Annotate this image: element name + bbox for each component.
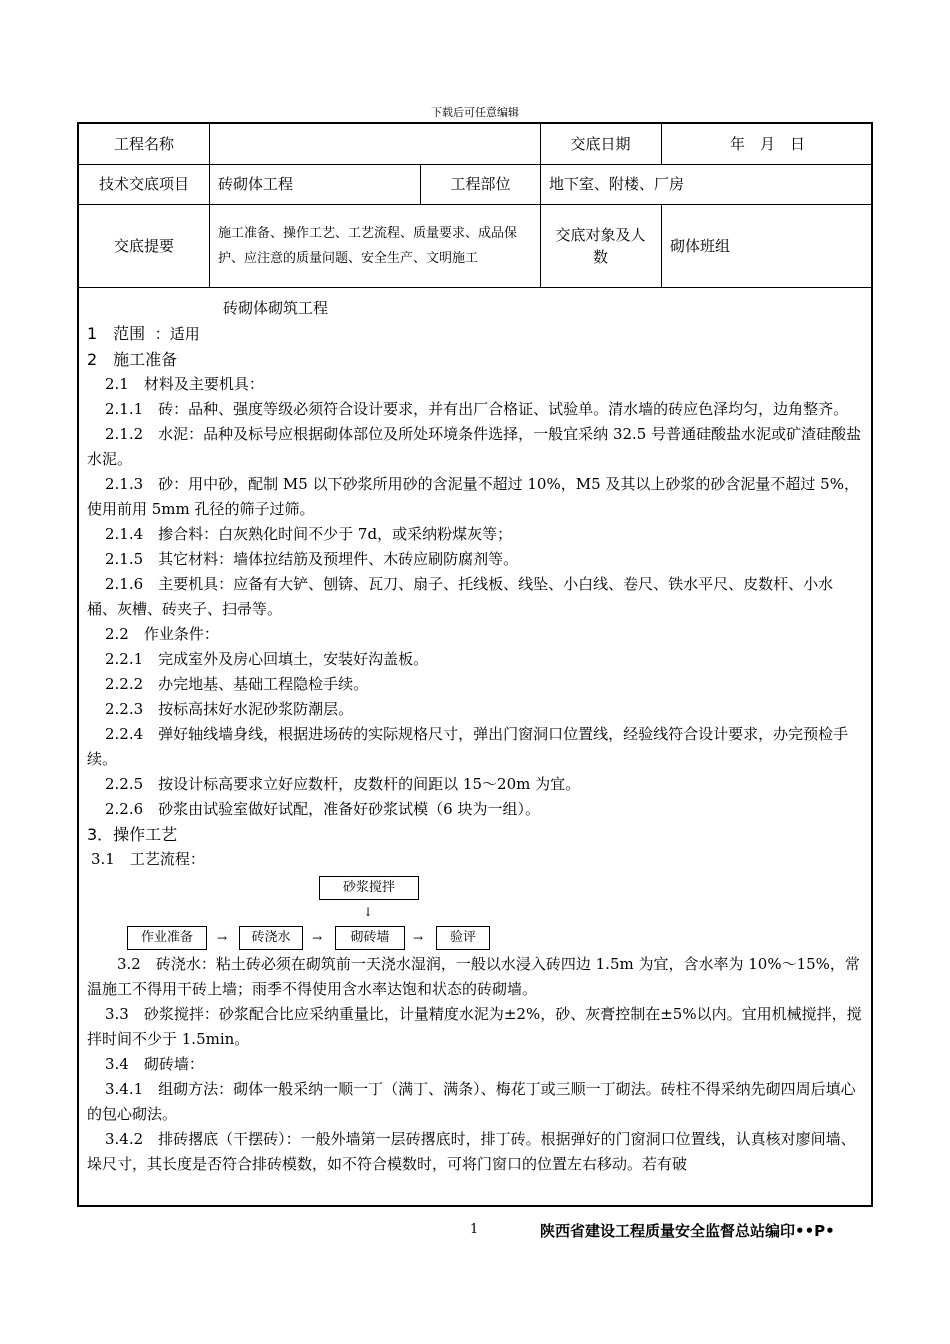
paragraph: 2.2.6 砂浆由试验室做好试配，准备好砂浆试模（6 块为一组）。 xyxy=(105,800,540,818)
paragraph: 2.2.1 完成室外及房心回填土，安装好沟盖板。 xyxy=(105,650,429,668)
paragraph: 3.1 工艺流程： xyxy=(91,850,205,868)
section-2-heading: 2 施工准备 xyxy=(87,350,178,369)
paragraph: 2.1.3 砂：用中砂，配制 M5 以下砂浆所用砂的含泥量不超过 10%，M5 及其以上砂浆的砂含泥量不超过 5%，使用前用 5mm 孔径的筛子过筛。 xyxy=(87,475,859,518)
publisher-footer: 陕西省建设工程质量安全监督总站编印••P• xyxy=(540,1222,835,1240)
item-value: 砖砌体工程 xyxy=(218,175,294,193)
target-value: 砌体班组 xyxy=(670,236,731,255)
paragraph: 2.1.4 掺合料：白灰熟化时间不少于 7d，或采纳粉煤灰等； xyxy=(105,525,513,543)
page-number: 1 xyxy=(470,1222,479,1237)
project-name-value xyxy=(210,124,540,164)
summary-label: 交底提要 xyxy=(113,236,174,255)
paragraph: 2.1.5 其它材料：墙体拉结筋及预埋件、木砖应刷防腐剂等。 xyxy=(105,550,519,568)
arrow-right-icon: → xyxy=(413,931,424,945)
paragraph: 3.4.2 排砖撂底（干摆砖）：一般外墙第一层砖撂底时，排丁砖。根据弹好的门窗洞口位置线，认真核对廖间墙、垛尺寸，其长度是否符合排砖模数，如不符合模数时，可将门窗口的位置左右移动。若有破 xyxy=(87,1130,856,1173)
row-divider xyxy=(79,287,871,288)
paragraph: 3.4 砌砖墙： xyxy=(105,1055,204,1073)
flow-box-water-brick: 砖浇水 xyxy=(239,926,303,950)
date-value: 年 月 日 xyxy=(729,135,805,153)
disclosure-form xyxy=(77,122,873,1207)
date-label: 交底日期 xyxy=(570,135,631,153)
top-note: 下载后可任意编辑 xyxy=(431,106,519,119)
paragraph: 2.2.3 按标高抹好水泥砂浆防潮层。 xyxy=(105,700,354,718)
paragraph: 3.3 砂浆搅拌：砂浆配合比应采纳重量比，计量精度水泥为±2%，砂、灰膏控制在±5%以内。宜用机械搅拌，搅拌时间不少于 1.5min。 xyxy=(87,1005,862,1048)
arrow-right-icon: → xyxy=(217,931,228,945)
section-1-heading: 1 范围 xyxy=(87,324,146,343)
target-label: 交底对象及人数 xyxy=(555,225,646,266)
paragraph: 2.2.4 弹好轴线墙身线，根据进场砖的实际规格尺寸，弹出门窗洞口位置线，经验线符合设计要求，办完预检手续。 xyxy=(87,725,849,768)
arrow-right-icon: → xyxy=(312,931,323,945)
paragraph: 3.4.1 组砌方法：砌体一般采纳一顺一丁（满丁、满条）、梅花丁或三顺一丁砌法。砖柱不得采纳先砌四周后填心的包心砌法。 xyxy=(87,1080,856,1123)
section-3-heading: 3．操作工艺 xyxy=(87,825,178,844)
part-label: 工程部位 xyxy=(450,175,511,193)
paragraph: 2.1.2 水泥：品种及标号应根据砌体部位及所处环境条件选择，一般宜采纳 32.5 号普通硅酸盐水泥或矿渣硅酸盐水泥。 xyxy=(87,425,862,468)
flow-box-lay-brick: 砌砖墙 xyxy=(335,926,405,950)
paragraph: 2.1 材料及主要机具： xyxy=(105,375,264,393)
item-label: 技术交底项目 xyxy=(98,175,189,193)
flow-box-evaluate: 验评 xyxy=(436,926,490,950)
part-value: 地下室、附楼、厂房 xyxy=(549,175,685,193)
arrow-down-icon: ↓ xyxy=(363,905,374,919)
paragraph: 2.2.2 办完地基、基础工程隐检手续。 xyxy=(105,675,369,693)
paragraph: 2.1.1 砖：品种、强度等级必须符合设计要求，并有出厂合格证、试验单。清水墙的砖应色泽均匀，边角整齐。 xyxy=(105,400,849,418)
paragraph: 3.2 砖浇水：粘土砖必须在砌筑前一天浇水湿润，一般以水浸入砖四边 1.5m 为宜，含水率为 10%～15%，常温施工不得用干砖上墙；雨季不得使用含水率达饱和状态的砖砌墙。 xyxy=(87,955,860,998)
paragraph: 2.1.6 主要机具：应备有大铲、刨锛、瓦刀、扇子、托线板、线坠、小白线、卷尺、铁水平尺、皮数杆、小水桶、灰槽、砖夹子、扫帚等。 xyxy=(87,575,834,618)
section-title: 砖砌体砌筑工程 xyxy=(223,299,329,317)
paragraph: 2.2 作业条件： xyxy=(105,625,219,643)
process-flow-diagram xyxy=(87,872,863,952)
flow-box-prep: 作业准备 xyxy=(127,926,207,950)
flow-box-mortar-mix: 砂浆搅拌 xyxy=(319,876,419,900)
summary-value: 施工准备、操作工艺、工艺流程、质量要求、成品保护、应注意的质量问题、安全生产、文明施工 xyxy=(218,225,518,266)
disclosure-body xyxy=(87,296,863,1177)
section-1-text: ：适用 xyxy=(154,325,200,343)
paragraph: 2.2.5 按设计标高要求立好应数杆，皮数杆的间距以 15～20m 为宜。 xyxy=(105,775,581,793)
project-name-label: 工程名称 xyxy=(113,135,174,153)
